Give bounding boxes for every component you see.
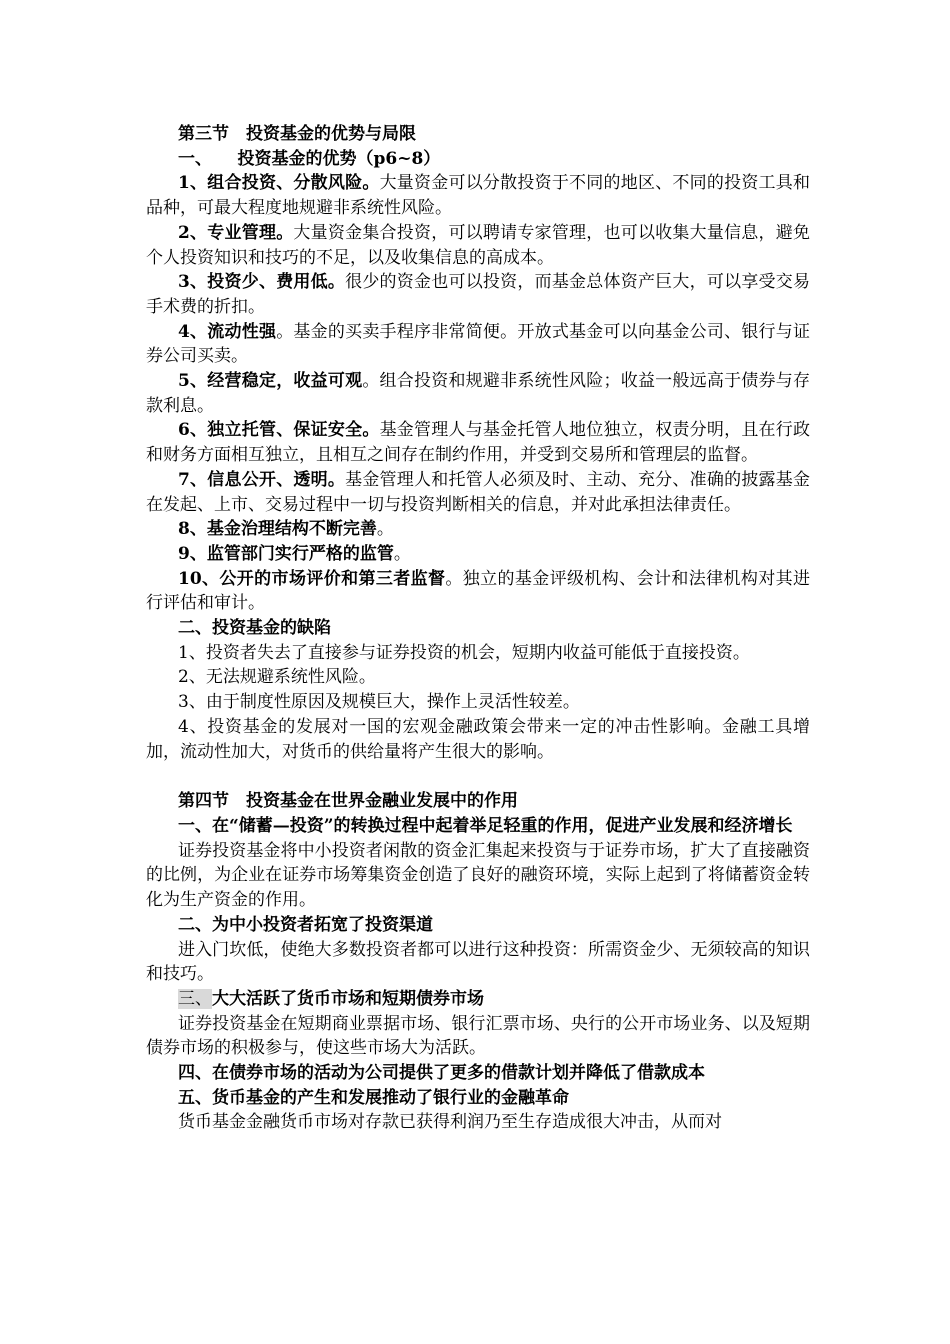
disadvantage-item: 3、由于制度性原因及规模巨大，操作上灵活性较差。 <box>178 692 580 713</box>
advantage-item: 8、基金治理结构不断完善。 <box>178 519 394 540</box>
highlighted-number: 三、 <box>178 988 212 1009</box>
advantage-item: 1、组合投资、分散风险。大量资金可以分散投资于不同的地区、不同的投资工具和品种，可最大程度地规避非系统性风险。 <box>146 173 811 219</box>
section4-heading-2: 二、为中小投资者拓宽了投资渠道 <box>178 914 433 935</box>
document-page <box>146 122 810 1135</box>
advantage-item: 4、流动性强。基金的买卖手程序非常简便。开放式基金可以向基金公司、银行与证券公司买卖。 <box>146 321 810 367</box>
section3-advantages-heading: 一、 投资基金的优势（p6~8） <box>178 148 441 169</box>
section3-disadvantages-heading: 二、投资基金的缺陷 <box>178 618 331 639</box>
advantage-item: 5、经营稳定，收益可观。组合投资和规避非系统性风险；收益一般远高于债券与存款利息。 <box>146 371 810 416</box>
section4-paragraph-3: 证券投资基金在短期商业票据市场、银行汇票市场、央行的公开市场业务、以及短期债券市场的积极参与，使这些市场大为活跃。 <box>146 1013 810 1059</box>
advantage-item: 3、投资少、费用低。很少的资金也可以投资，而基金总体资产巨大，可以享受交易手术费的折扣。 <box>146 272 810 317</box>
section4-heading-5: 五、货币基金的产生和发展推动了银行业的金融革命 <box>178 1087 569 1108</box>
blank-line <box>146 764 810 789</box>
section4-heading-1: 一、在“储蓄—投资”的转换过程中起着举足轻重的作用，促进产业发展和经济增长 <box>178 815 793 836</box>
disadvantage-item: 4、投资基金的发展对一国的宏观金融政策会带来一定的冲击性影响。金融工具增加，流动性加大，对货币的供给量将产生很大的影响。 <box>146 716 810 762</box>
advantage-item: 2、专业管理。大量资金集合投资，可以聘请专家管理，也可以收集大量信息，避免个人投资知识和技巧的不足，以及收集信息的高成本。 <box>146 222 810 268</box>
advantage-item: 6、独立托管、保证安全。基金管理人与基金托管人地位独立，权责分明，且在行政和财务方面相互独立，且相互之间存在制约作用，并受到交易所和管理层的监督。 <box>146 420 811 466</box>
advantage-item: 10、公开的市场评价和第三者监督。独立的基金评级机构、会计和法律机构对其进行评估和审计。 <box>146 568 810 614</box>
section3-title: 第三节 投资基金的优势与局限 <box>178 124 416 144</box>
section4-heading-4: 四、在债券市场的活动为公司提供了更多的借款计划并降低了借款成本 <box>178 1063 705 1084</box>
section4-paragraph-5: 货币基金金融货币市场对存款已获得利润乃至生存造成很大冲击，从而对 <box>178 1112 722 1133</box>
section4-heading-3: 三、大大活跃了货币市场和短期债券市场 <box>178 988 484 1009</box>
section4-paragraph-1: 证券投资基金将中小投资者闲散的资金汇集起来投资与于证券市场，扩大了直接融资的比例，为企业在证券市场筹集资金创造了良好的融资环境，实际上起到了将储蓄资金转化为生产资金的作用。 <box>146 840 810 911</box>
disadvantage-item: 2、无法规避系统性风险。 <box>178 667 376 688</box>
disadvantage-item: 1、投资者失去了直接参与证券投资的机会，短期内收益可能低于直接投资。 <box>178 642 750 663</box>
advantage-item: 7、信息公开、透明。基金管理人和托管人必须及时、主动、充分、准确的披露基金在发起、上市、交易过程中一切与投资判断相关的信息，并对此承担法律责任。 <box>146 469 810 515</box>
section4-paragraph-2: 进入门坎低，使绝大多数投资者都可以进行这种投资：所需资金少、无须较高的知识和技巧。 <box>146 939 810 985</box>
advantage-item: 9、监管部门实行严格的监管。 <box>178 543 411 564</box>
section4-title: 第四节 投资基金在世界金融业发展中的作用 <box>178 791 518 812</box>
